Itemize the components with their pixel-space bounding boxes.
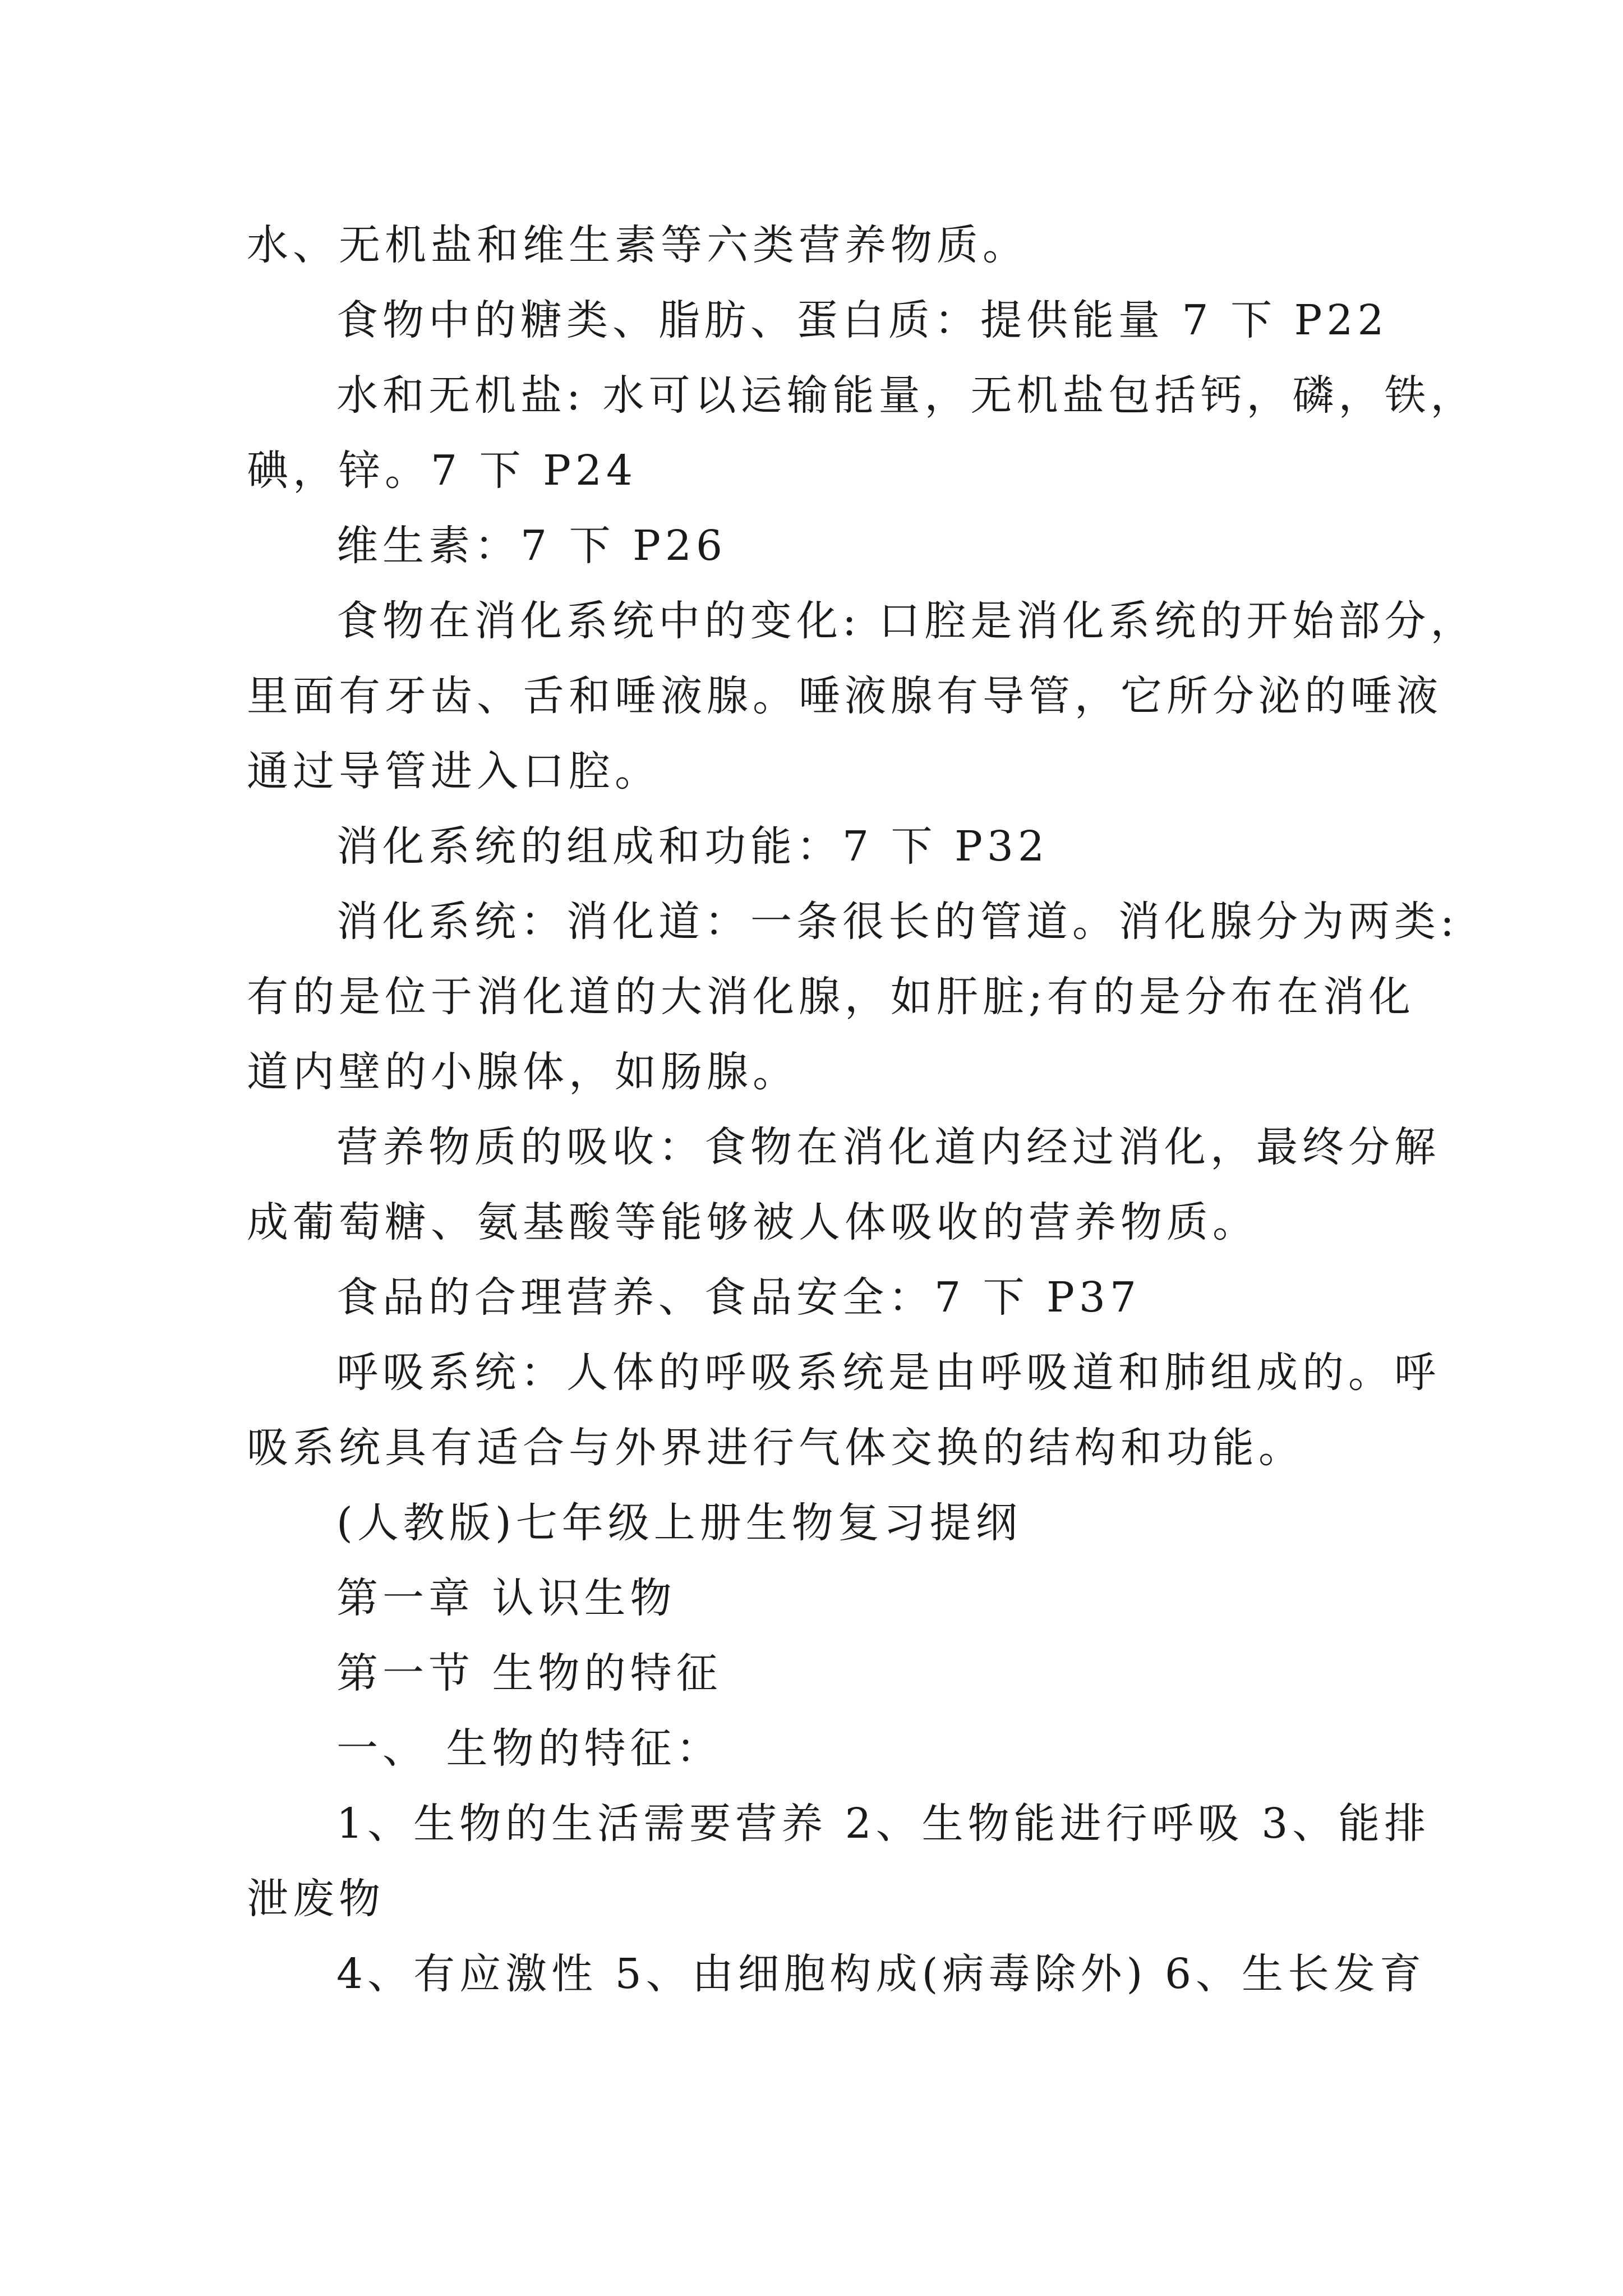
text-line: 营养物质的吸收：食物在消化道内经过消化，最终分解 [336,1123,1440,1171]
text-line: 吸系统具有适合与外界进行气体交换的结构和功能。 [247,1424,1304,1472]
text-line: (人教版)七年级上册生物复习提纲 [336,1499,1022,1547]
text-line: 食品的合理营养、食品安全：7 下 P37 [336,1273,1141,1322]
text-line: 道内壁的小腺体，如肠腺。 [247,1048,799,1096]
text-line: 食物中的糖类、脂肪、蛋白质：提供能量 7 下 P22 [336,296,1389,344]
text-line: 泄废物 [247,1875,385,1923]
text-line: 水和无机盐: 水可以运输能量，无机盐包括钙，磷，铁， [336,371,1477,420]
text-line: 通过导管进入口腔。 [247,747,661,795]
text-line: 成葡萄糖、氨基酸等能够被人体吸收的营养物质。 [247,1198,1258,1246]
text-line: 水、无机盐和维生素等六类营养物质。 [247,221,1029,269]
text-line: 消化系统：消化道：一条很长的管道。消化腺分为两类: [336,898,1459,946]
text-line: 碘，锌。7 下 P24 [247,447,638,495]
text-line: 4、有应激性 5、由细胞构成(病毒除外) 6、生长发育 [336,1950,1426,1998]
text-line: 第一章 认识生物 [336,1574,676,1622]
text-line: 一、 生物的特征： [336,1724,722,1773]
text-line: 消化系统的组成和功能：7 下 P32 [336,822,1049,871]
text-line: 第一节 生物的特征 [336,1649,722,1697]
text-line: 1、生物的生活需要营养 2、生物能进行呼吸 3、能排 [336,1800,1431,1848]
text-line: 有的是位于消化道的大消化腺，如肝脏;有的是分布在消化 [247,973,1415,1021]
text-line: 呼吸系统：人体的呼吸系统是由呼吸道和肺组成的。呼 [336,1349,1440,1397]
text-line: 食物在消化系统中的变化: 口腔是消化系统的开始部分， [336,597,1477,645]
text-line: 里面有牙齿、舌和唾液腺。唾液腺有导管，它所分泌的唾液 [247,672,1442,720]
text-line: 维生素：7 下 P26 [336,522,727,570]
